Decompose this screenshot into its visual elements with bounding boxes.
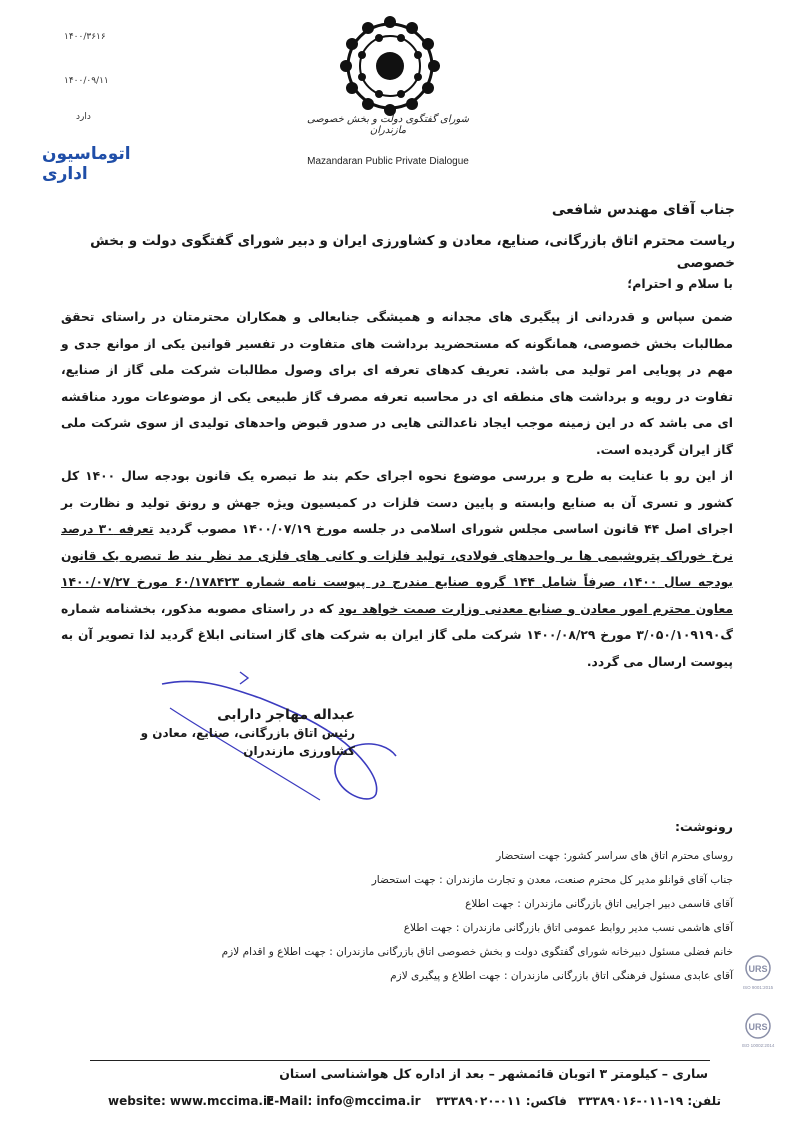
attachment-status: دارد xyxy=(76,112,91,122)
letter-date: ۱۴۰۰/۰۹/۱۱ xyxy=(64,76,109,86)
council-logo-icon xyxy=(290,8,490,173)
cc-item: خانم فضلی مسئول دبیرخانه شورای گفتگوی دولت و بخش خصوصی اتاق بازرگانی مازندران : جهت اطلاع و اقدام لازم xyxy=(221,946,733,958)
footer-fax: فاکس: ۰۱۱-۳۳۳۸۹۰۲۰ xyxy=(436,1094,567,1108)
body-paragraph-2-end: که در راستای مصوبه مذکور، بخشنامه شماره گ۳/۰۵۰/۱۰۹۱۹۰ مورخ ۱۴۰۰/۰۸/۲۹ شرکت ملی گاز ایران به شرکت های گاز استانی ابلاغ گردید لذا تصویر آن به پیوست ارسال می گردد. xyxy=(61,601,734,669)
cc-item: آقای قاسمی دبیر اجرایی اتاق بازرگانی مازندران : جهت اطلاع xyxy=(465,898,733,910)
badge-caption: ISO 9001:2015 xyxy=(742,985,774,990)
greeting: با سلام و احترام؛ xyxy=(627,276,733,291)
signer-title: رئیس اتاق بازرگانی، صنایع، معادن و کشاورزی مازندران xyxy=(140,726,355,758)
badge-label: URS xyxy=(748,964,768,974)
body-paragraph-1: ضمن سپاس و قدردانی از پیگیری های مجدانه و همیشگی جنابعالی و همکاران محترمتان در راستای تحقق مطالبات بخش خصوصی، همانگونه که مستحضرید برداشت های متفاوت در تفسیر قوانین یکی از موانع جدی و مهم در پویایی امر تولید می باشد. تعریف کدهای تعرفه ای برای وصول مطالبات شرکت ملی گاز از صنایع، تفاوت در رویه و برداشت های منطقه ای در محاسبه تعرفه مصرف گاز طبیعی یکی از موضوعات مورد مناقشه ای می باشد که در این زمینه موجب ایجاد ناعدالتی هایی در صدور قبوض واحدهای تولیدی از سوی شرکت ملی گاز ایران گردیده است. xyxy=(61,310,733,457)
logo-caption-persian: شورای گفتگوی دولت و بخش خصوصی مازندران xyxy=(306,114,470,136)
cc-item: آقای هاشمی نسب مدیر روابط عمومی اتاق بازرگانی مازندران : جهت اطلاع xyxy=(403,922,733,934)
iso-10002-badge-icon xyxy=(740,1012,776,1050)
footer-address: ساری – کیلومتر ۳ اتوبان قائمشهر – بعد از اداره کل هواشناسی استان xyxy=(279,1066,708,1081)
iso-9001-badge-icon xyxy=(740,954,776,992)
signer-name: عبداله مهاجر دارابی xyxy=(217,707,355,723)
office-automation-label: اتوماسیون اداری xyxy=(42,144,131,184)
signer-block xyxy=(105,706,355,760)
body-paragraph-2 xyxy=(61,463,733,675)
logo-caption-english: Mazandaran Public Private Dialogue xyxy=(307,156,469,167)
badge-caption: ISO 10002:2014 xyxy=(741,1043,775,1048)
recipient-name: جناب آقای مهندس شافعی xyxy=(551,202,735,218)
footer-email[interactable]: E-Mail: info@mccima.ir xyxy=(266,1094,421,1108)
recipient-block xyxy=(55,200,735,274)
body-paragraph-2-start: از این رو با عنایت به طرح و بررسی موضوع نحوه اجرای حکم بند ط تبصره یک قانون بودجه سال ۱۴۰۰ کل کشور و تسری آن به صنایع وابسته و پایین دست فلزات در کمیسیون ویژه جهش و رونق تولید و نظارت بر اجرای اصل ۴۴ قانون اساسی مجلس شورای اسلامی در جلسه مورخ ۱۴۰۰/۰۷/۱۹ مصوب گردید xyxy=(61,469,733,536)
badge-label: URS xyxy=(748,1022,768,1032)
footer-phone: تلفن: ۱۹-۰۱۱-۳۳۳۸۹۰۱۶ xyxy=(578,1094,722,1108)
footer-website[interactable]: website: www.mccima.ir xyxy=(108,1094,274,1108)
footer-divider xyxy=(90,1060,710,1061)
cc-list xyxy=(113,844,733,988)
cc-item: جناب آقای قوانلو مدیر کل محترم صنعت، معدن و تجارت مازندران : جهت استحضار xyxy=(371,874,733,886)
letter-number: ۱۴۰۰/۳۶۱۶ xyxy=(64,32,106,42)
body-paragraph-2-underlined: تعرفه ۳۰ درصد نرخ خوراک پتروشیمی ها بر واحدهای فولادی، تولید فلزات و کانی های فلزی مد نظر بند ط تبصره یک قانون بودجه سال ۱۴۰۰، صرفاً شامل ۱۴۴ گروه صنایع مندرج در پیوست نامه شماره ۶۰/۱۷۸۴۲۳ مورخ ۱۴۰۰/۰۷/۲۷ معاون محترم امور معادن و صنایع معدنی وزارت صمت خواهد بود xyxy=(61,522,733,616)
recipient-title: ریاست محترم اتاق بازرگانی، صنایع، معادن و کشاورزی ایران و دبیر شورای گفتگوی دولت و بخش خصوصی xyxy=(90,233,735,271)
letter-body xyxy=(61,304,733,675)
cc-heading: رونوشت: xyxy=(674,819,733,834)
cc-item: آقای عابدی مسئول فرهنگی اتاق بازرگانی مازندران : جهت اطلاع و پیگیری لازم xyxy=(390,970,733,982)
cc-item: روسای محترم اتاق های سراسر کشور: جهت استحضار xyxy=(496,850,733,862)
